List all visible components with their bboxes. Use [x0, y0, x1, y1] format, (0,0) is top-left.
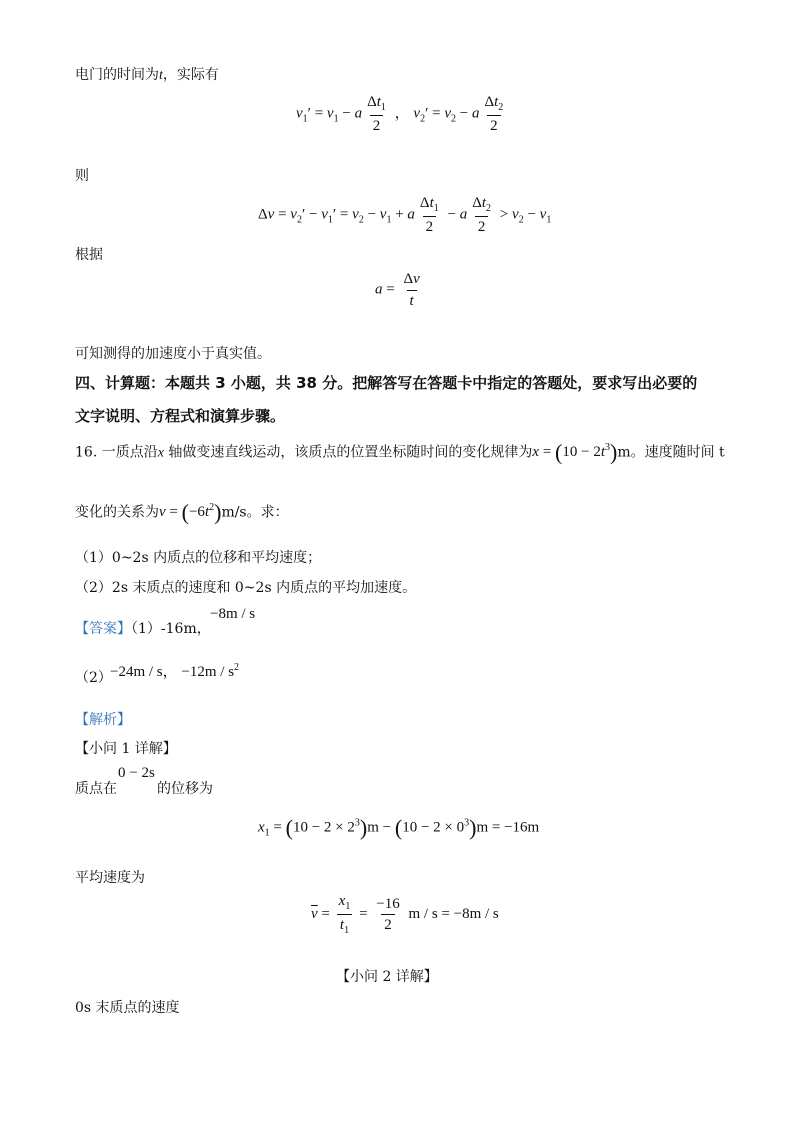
question-16-line1 [75, 440, 725, 466]
question-16-text-d: 变化的关系为 [75, 504, 159, 521]
intro-line [75, 64, 219, 84]
displacement-prefix: 质点在 [75, 781, 117, 797]
intro-tail: ，实际有 [162, 67, 219, 83]
equation-velocity-correction: $v_1' = v_1 - a$ $\frac{\Delta t_1}{2}$ ， $v_2' = v_2 - a$ $\frac{\Delta t_2}{2}$ [296, 94, 504, 134]
section-heading-continued: 文字说明、方程式和演算步骤。 [75, 407, 286, 425]
equation-acceleration: a = $\frac{\Delta v}{t}$ [375, 271, 420, 309]
avg-velocity-label: 平均速度为 [75, 870, 145, 886]
position-formula: $x = (10 - 2t^3)$ [532, 440, 618, 465]
final-line: 0s 末质点的速度 [75, 1000, 180, 1016]
answer-2-prefix: （2） [75, 670, 112, 686]
displacement-interval: 0 − 2s [118, 765, 155, 781]
equation-delta-v: $\Delta v = v_2' - v_1' = v_2 - v_1 + a$ $\frac{\Delta t_1}{2}$ − a $\frac{\Delta t_2}{2}$ > $v_2 - v_1$ [258, 195, 552, 235]
part-2-heading: 【小问 2 详解】 [336, 969, 438, 985]
sub-question-1: （1）0~2s 内质点的位移和平均速度； [75, 550, 322, 566]
answer-1-text: （1）-16m， [131, 621, 211, 637]
answer-2-values [110, 660, 239, 681]
answer-line-1 [75, 618, 211, 638]
displacement-suffix: 的位移为 [157, 781, 213, 797]
question-16-axis: x [157, 445, 164, 461]
answer-tag: 【答案】 [75, 621, 131, 637]
answer-2-velocity: −24m / s [110, 664, 163, 680]
analysis-tag: 【解析】 [75, 712, 131, 728]
question-16-text-b: 轴做变速直线运动，该质点的位置坐标随时间的变化规律为 [163, 444, 533, 461]
equation-average-velocity: $\overline{v}$ = $\frac{x_1}{t_1}$ = $\frac{-16}{2}$ m / s = −8m / s [311, 893, 499, 936]
section-heading: 四、计算题：本题共 3 小题，共 38 分。把解答写在答题卡中指定的答题处，要求写出必要的 [75, 374, 698, 392]
question-16-text-a: 16. 一质点沿 [75, 444, 158, 461]
answer-2-exponent: 2 [234, 662, 240, 673]
part-1-heading: 【小问 1 详解】 [75, 741, 177, 757]
answer-2-acceleration: −12m / s [181, 664, 235, 680]
equation-separator: ， [394, 105, 410, 122]
intro-variable: t [159, 68, 163, 83]
question-16-text-e: m/s。求： [221, 504, 289, 521]
by-label: 根据 [75, 247, 103, 263]
sub-question-2: （2）2s 末质点的速度和 0~2s 内质点的平均加速度。 [75, 580, 417, 596]
answer-2-separator: ， [162, 664, 178, 680]
answer-1-velocity: −8m / s [210, 606, 256, 622]
displacement-intro [75, 778, 117, 798]
conclusion-text: 可知测得的加速度小于真实值。 [75, 346, 271, 362]
then-label: 则 [75, 168, 89, 184]
question-16-text-c: m。速度随时间 t [617, 444, 725, 461]
answer-line-2 [75, 667, 112, 687]
velocity-formula: $v = (-6t^2)$ [159, 500, 222, 525]
equation-displacement: $x_1 = (10 - 2 \times 2^3)m - (10 - 2 \times 0^3)m = -16m$ [258, 815, 540, 840]
question-16-line2 [75, 500, 289, 526]
intro-text: 电门的时间为 [75, 67, 159, 83]
